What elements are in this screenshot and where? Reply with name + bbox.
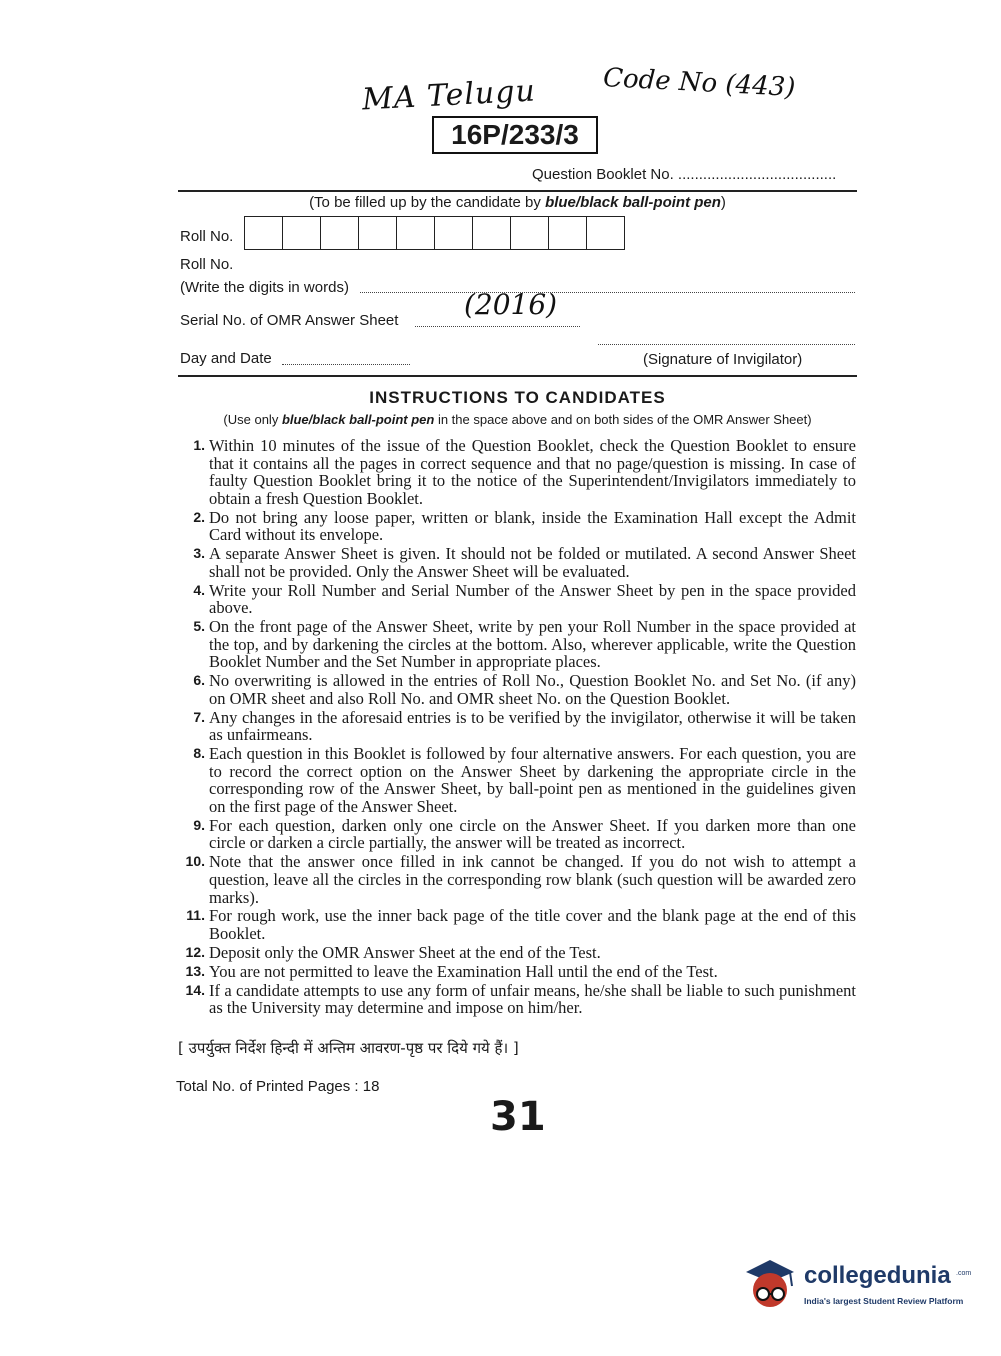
instruction-text: Each question in this Booklet is followed by four alternative answers. For each question, you are to record the correct option on the Answer Sheet by darkening the appropriate circle in the corresponding row of the Answer Sheet, by ball-point pen as mentioned in the guidelines given on the first page of the Answer Sheet. (209, 744, 856, 816)
instruction-number: 11. (186, 907, 205, 924)
instruction-item (176, 672, 856, 707)
instruction-item (176, 944, 856, 962)
form-divider (178, 375, 857, 377)
instruction-text: If a candidate attempts to use any form of unfair means, he/she shall be liable to such punishment as the University may determine and impose on him/her. (209, 980, 856, 1018)
instruction-text: For each question, darken only one circle on the Answer Sheet. If you darken more than one circle or darken a circle partially, the answer will be treated as incorrect. (209, 815, 856, 853)
instruction-number: 3. (193, 545, 205, 562)
instruction-item (176, 963, 856, 981)
handwritten-title: MA Telugu (361, 73, 537, 118)
total-printed-pages: Total No. of Printed Pages : 18 (176, 1078, 380, 1095)
instructions-note (178, 412, 857, 427)
instruction-item (176, 982, 856, 1017)
instruction-text: You are not permitted to leave the Examination Hall until the end of the Test. (209, 961, 718, 981)
brand-tagline: India's largest Student Review Platform (804, 1296, 964, 1306)
day-date-label: Day and Date (180, 350, 272, 367)
note-bold: blue/black ball-point pen (281, 412, 435, 427)
note-pre: (Use only (223, 412, 282, 427)
roll-digit-box (511, 217, 549, 249)
handwritten-serial: (2016) (464, 288, 558, 321)
roll-digit-box (321, 217, 359, 249)
instruction-number: 14. (185, 981, 205, 998)
instruction-item (176, 745, 856, 815)
instruction-text: A separate Answer Sheet is given. It should not be folded or mutilated. A second Answer Sheet shall not be provided. Only the Answer Sheet will be evaluated. (209, 544, 856, 581)
instruction-number: 9. (193, 816, 205, 833)
fill-note-bold: blue/black ball-point pen (545, 194, 721, 211)
fill-instruction (178, 194, 857, 211)
instruction-number: 1. (193, 437, 205, 453)
instruction-text: Deposit only the OMR Answer Sheet at the end of the Test. (209, 942, 601, 962)
instruction-number: 12. (185, 943, 205, 960)
roll-digit-box (283, 217, 321, 249)
roll-digit-box (549, 217, 587, 249)
instruction-number: 13. (185, 962, 205, 979)
roll-no-boxes (244, 216, 625, 250)
omr-serial-label: Serial No. of OMR Answer Sheet (180, 312, 399, 329)
fill-note-pre: (To be filled up by the candidate by (309, 194, 546, 211)
instruction-item (176, 853, 856, 906)
instructions-list (176, 437, 856, 1018)
instruction-number: 8. (193, 745, 205, 762)
instruction-number: 7. (193, 708, 205, 725)
handwritten-code: Code No (443) (602, 62, 797, 104)
instruction-text: No overwriting is allowed in the entries of Roll No., Question Booklet No. and Set No. (if any) on OMR sheet and also Roll No. and OMR sheet No. on the Question Booklet. (209, 671, 856, 708)
instruction-text: For rough work, use the inner back page of the title cover and the blank page at the end of this Booklet. (209, 906, 856, 943)
instruction-item (176, 618, 856, 671)
instruction-text: Within 10 minutes of the issue of the Question Booklet, check the Question Booklet to ensure that it contains all the pages in correct sequence and that no page/question is missing. In case of faulty Question Booklet bring it to the notice of the Superintendent/Invigilators immediately to obtain a fresh Question Booklet. (209, 436, 856, 508)
signature-line (598, 332, 855, 345)
hindi-note: [ उपर्युक्त निर्देश हिन्दी में अन्तिम आवरण-पृष्ठ पर दिये गये हैं। ] (178, 1039, 519, 1057)
instruction-item (176, 709, 856, 744)
instruction-item (176, 582, 856, 617)
instruction-number: 4. (193, 581, 205, 598)
roll-digit-box (397, 217, 435, 249)
instruction-item (176, 817, 856, 852)
instruction-text: Write your Roll Number and Serial Number of the Answer Sheet by pen in the space provided above. (209, 580, 856, 618)
instructions-title: INSTRUCTIONS TO CANDIDATES (369, 388, 666, 407)
roll-digit-box (587, 217, 624, 249)
paper-code-box: 16P/233/3 (432, 116, 598, 154)
roll-digit-box (435, 217, 473, 249)
instruction-item (176, 437, 856, 507)
instruction-number: 6. (193, 672, 205, 689)
roll-digit-box (359, 217, 397, 249)
roll-digit-box (473, 217, 511, 249)
note-post: in the space above and on both sides of the OMR Answer Sheet) (434, 412, 812, 427)
instruction-text: On the front page of the Answer Sheet, write by pen your Roll Number in the space provided at the top, and by darkening the circles at the bottom. Also, wherever applicable, write the Question Booklet Number and the Set Number in appropriate places. (209, 617, 856, 672)
instruction-number: 5. (193, 618, 205, 635)
brand-name: collegedunia (804, 1262, 951, 1289)
brand-domain: .com (956, 1270, 972, 1277)
question-booklet-no: Question Booklet No. ...................................... (532, 166, 837, 183)
handwritten-page-mark: 31 (490, 1094, 546, 1140)
instruction-item (176, 545, 856, 580)
instruction-number: 10. (185, 853, 205, 870)
instruction-number: 2. (193, 508, 205, 525)
fill-note-post: ) (720, 194, 726, 211)
instruction-text: Any changes in the aforesaid entries is to be verified by the invigilator, otherwise it will be taken as unfairmeans. (209, 707, 856, 745)
roll-words-label: Roll No. (180, 256, 234, 273)
signature-label: (Signature of Invigilator) (643, 351, 803, 368)
instruction-text: Do not bring any loose paper, written or blank, inside the Examination Hall except the Admit Card without its envelope. (209, 507, 856, 545)
instruction-item (176, 509, 856, 544)
instruction-text: Note that the answer once filled in ink cannot be changed. If you do not wish to attempt a question, leave all the circles in the corresponding row blank (such question will be awarded zero marks). (209, 852, 856, 907)
roll-words-line (360, 280, 855, 293)
day-date-line (282, 352, 410, 365)
instruction-item (176, 907, 856, 942)
roll-words-sublabel: (Write the digits in words) (180, 279, 349, 296)
roll-no-label: Roll No. (180, 228, 234, 245)
roll-digit-box (245, 217, 283, 249)
top-divider (178, 190, 857, 192)
